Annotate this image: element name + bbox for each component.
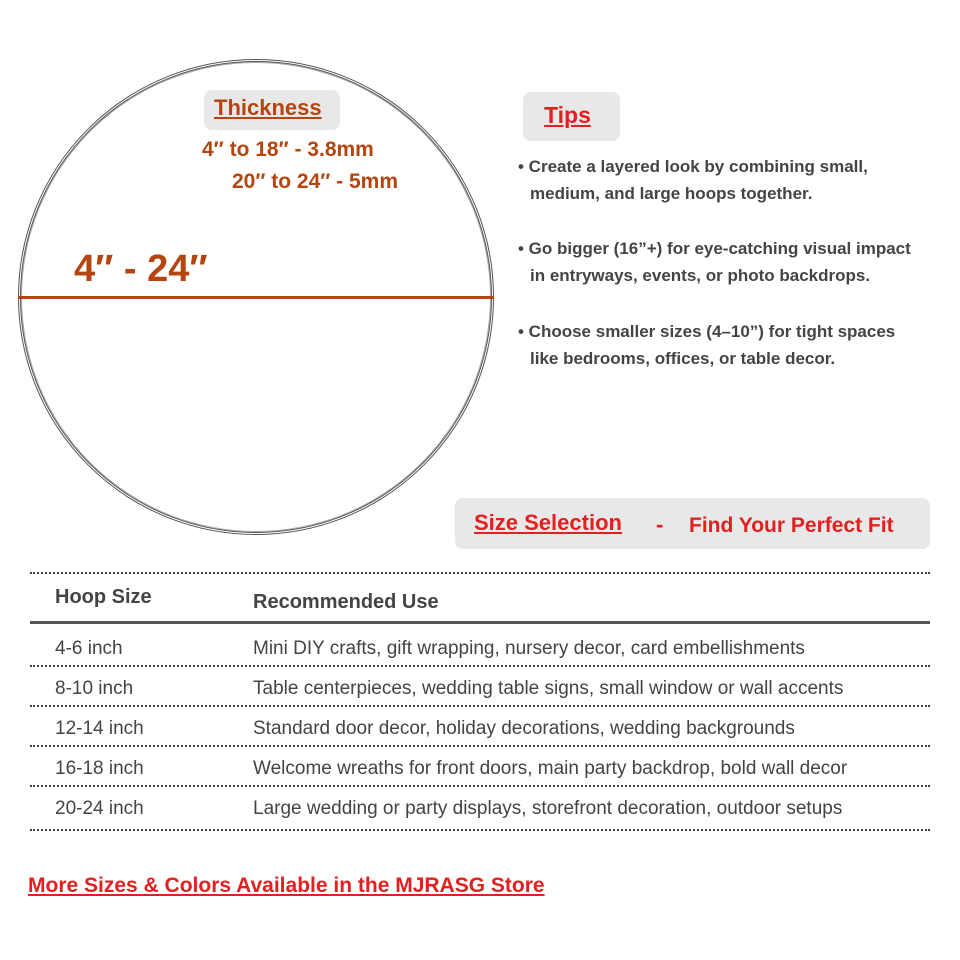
- hoop-size-cell: 16-18 inch: [55, 758, 144, 779]
- row-divider: [30, 705, 930, 707]
- header-recommended-use: Recommended Use: [253, 591, 439, 613]
- row-divider: [30, 829, 930, 831]
- tip-1: [518, 153, 868, 207]
- recommended-use-cell: Large wedding or party displays, storefront decoration, outdoor setups: [253, 798, 843, 819]
- size-selection-subtitle: Find Your Perfect Fit: [689, 514, 894, 537]
- hoop-size-cell: 20-24 inch: [55, 798, 144, 819]
- tip-text: • Go bigger (16”+) for eye-catching visual impact: [518, 239, 911, 258]
- recommended-use-cell: Welcome wreaths for front doors, main party backdrop, bold wall decor: [253, 758, 848, 779]
- thickness-line-2: 20″ to 24″ - 5mm: [232, 170, 399, 193]
- row-divider: [30, 665, 930, 667]
- tip-text: in entryways, events, or photo backdrops.: [530, 266, 871, 285]
- tip-2: [518, 235, 911, 289]
- hoop-size-cell: 12-14 inch: [55, 718, 144, 739]
- tip-text: medium, and large hoops together.: [530, 184, 813, 203]
- hoop-size-cell: 8-10 inch: [55, 678, 134, 699]
- header-hoop-size: Hoop Size: [55, 586, 152, 608]
- recommended-use-cell: Table centerpieces, wedding table signs, small window or wall accents: [253, 678, 844, 699]
- divider: [30, 572, 930, 574]
- row-divider: [30, 785, 930, 787]
- tip-text: • Choose smaller sizes (4–10”) for tight spaces: [518, 322, 896, 341]
- header-divider: [30, 621, 930, 624]
- tip-text: • Create a layered look by combining small,: [518, 157, 868, 176]
- more-sizes-link[interactable]: More Sizes & Colors Available in the MJRASG Store: [28, 874, 545, 897]
- tip-text: like bedrooms, offices, or table decor.: [530, 349, 836, 368]
- diameter-label: 4″ - 24″: [74, 248, 208, 290]
- thickness-line-1: 4″ to 18″ - 3.8mm: [202, 138, 374, 161]
- thickness-title: Thickness: [214, 95, 322, 120]
- diameter-line: [18, 296, 494, 299]
- size-selection-separator: -: [656, 512, 664, 537]
- tip-3: [518, 318, 895, 372]
- recommended-use-cell: Mini DIY crafts, gift wrapping, nursery decor, card embellishments: [253, 638, 805, 659]
- hoop-size-cell: 4-6 inch: [55, 638, 123, 659]
- row-divider: [30, 745, 930, 747]
- recommended-use-cell: Standard door decor, holiday decorations, wedding backgrounds: [253, 718, 795, 739]
- size-selection-title: Size Selection: [474, 510, 622, 535]
- tips-title: Tips: [544, 102, 591, 128]
